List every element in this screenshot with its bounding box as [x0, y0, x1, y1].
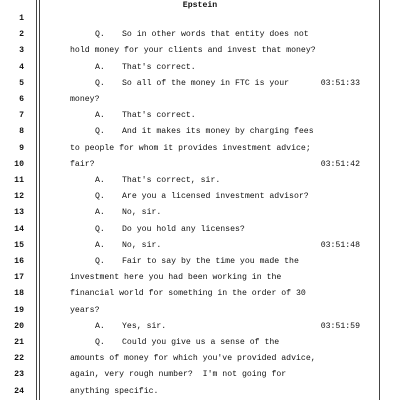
line-text: again, very rough number? I'm not going for	[70, 370, 287, 380]
line-number: 12	[14, 192, 24, 202]
line-number: 5	[19, 78, 24, 88]
timestamp: 03:51:33	[320, 78, 360, 88]
witness-name: Epstein	[182, 1, 218, 10]
line-number: 19	[14, 305, 24, 315]
line-text: investment here you had been working in the	[70, 273, 282, 283]
answer-marker: A.	[95, 321, 105, 331]
line-text: And it makes its money by charging fees	[122, 127, 314, 137]
question-marker: Q.	[95, 127, 105, 137]
transcript-line	[0, 270, 400, 286]
line-text: So in other words that entity does not	[122, 30, 309, 40]
question-marker: Q.	[95, 338, 105, 347]
line-number: 17	[14, 273, 24, 283]
line-text: Could you give us a sense of the	[122, 338, 280, 347]
transcript-line	[0, 238, 400, 254]
transcript-line	[0, 76, 400, 92]
question-marker: Q.	[95, 192, 105, 202]
line-text: money?	[70, 95, 100, 104]
transcript-line	[0, 303, 400, 319]
line-text: fair?	[70, 159, 95, 169]
line-number: 3	[19, 46, 24, 56]
line-text: to people for whom it provides investment advice;	[70, 143, 311, 153]
line-text: That's correct.	[122, 111, 196, 121]
transcript-line	[0, 319, 400, 335]
line-number: 18	[14, 289, 24, 299]
answer-marker: A.	[95, 62, 105, 72]
line-number: 15	[14, 240, 24, 250]
line-number: 14	[14, 224, 24, 234]
transcript-line	[0, 254, 400, 270]
line-text: That's correct.	[122, 62, 196, 72]
line-text: anything specific.	[70, 386, 159, 396]
line-text: Fair to say by the time you made the	[122, 257, 299, 266]
answer-marker: A.	[95, 176, 105, 185]
line-text: years?	[70, 305, 100, 315]
line-number: 24	[14, 386, 24, 396]
question-marker: Q.	[95, 224, 105, 234]
transcript-line	[0, 124, 400, 140]
transcript-line	[0, 205, 400, 221]
transcript-line	[0, 286, 400, 302]
line-number: 6	[19, 95, 24, 104]
line-number: 4	[19, 62, 24, 72]
line-number: 7	[19, 111, 24, 121]
timestamp: 03:51:48	[320, 240, 360, 250]
question-marker: Q.	[95, 78, 105, 88]
question-marker: Q.	[95, 30, 105, 40]
transcript-line	[0, 60, 400, 76]
transcript-line	[0, 367, 400, 383]
line-number: 10	[14, 159, 24, 169]
line-text: So all of the money in FTC is your	[122, 78, 290, 88]
line-text: financial world for something in the order of 30	[70, 289, 306, 299]
transcript-line	[0, 108, 400, 124]
transcript-line	[0, 157, 400, 173]
transcript-line	[0, 351, 400, 367]
line-number: 9	[19, 143, 24, 153]
answer-marker: A.	[95, 208, 105, 218]
transcript-line	[0, 43, 400, 59]
line-number: 20	[14, 321, 24, 331]
transcript-line	[0, 92, 400, 108]
line-number: 23	[14, 370, 24, 380]
transcript-line	[0, 189, 400, 205]
line-text: Do you hold any licenses?	[122, 224, 245, 234]
transcript-line	[0, 141, 400, 157]
line-text: amounts of money for which you've provided advice,	[70, 354, 316, 364]
line-text: That's correct, sir.	[122, 176, 221, 185]
question-marker: Q.	[95, 257, 105, 266]
transcript-line	[0, 222, 400, 238]
line-number: 8	[19, 127, 24, 137]
answer-marker: A.	[95, 111, 105, 121]
line-number: 1	[19, 14, 24, 23]
line-text: No, sir.	[122, 240, 162, 250]
line-number: 16	[14, 257, 24, 266]
transcript-line	[0, 384, 400, 400]
transcript-line	[0, 173, 400, 189]
transcript-line	[0, 335, 400, 351]
line-number: 13	[14, 208, 24, 218]
line-text: hold money for your clients and invest that money?	[70, 46, 316, 56]
transcript-line	[0, 11, 400, 27]
timestamp: 03:51:42	[320, 159, 360, 169]
line-number: 11	[14, 176, 24, 185]
line-number: 21	[14, 338, 24, 347]
transcript-line	[0, 27, 400, 43]
line-text: No, sir.	[122, 208, 162, 218]
line-text: Are you a licensed investment advisor?	[122, 192, 309, 202]
line-number: 2	[19, 30, 24, 40]
line-number: 22	[14, 354, 24, 364]
line-text: Yes, sir.	[122, 321, 167, 331]
answer-marker: A.	[95, 240, 105, 250]
timestamp: 03:51:59	[320, 321, 360, 331]
